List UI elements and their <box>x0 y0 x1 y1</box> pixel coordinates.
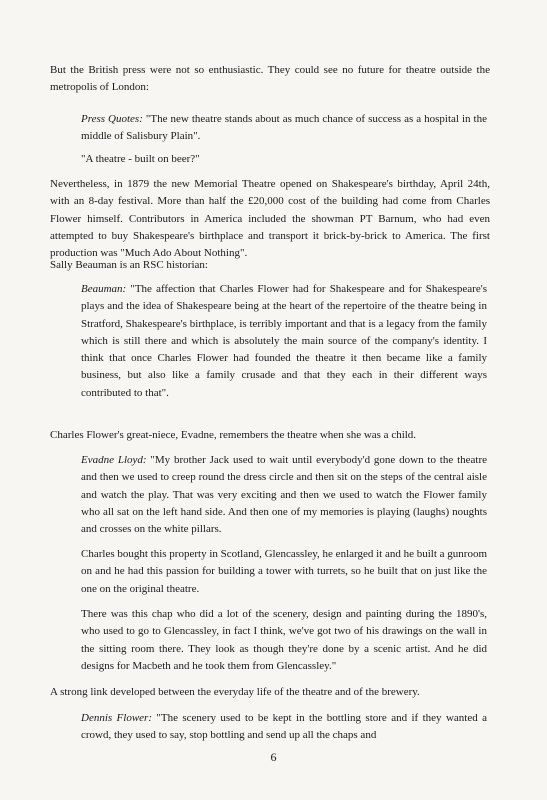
quote-press <box>81 111 487 146</box>
quote-speaker: Dennis Flower: <box>81 712 152 724</box>
quote-dennis-flower <box>81 710 487 745</box>
page-number: 6 <box>270 750 277 764</box>
quote-scenic-artist: There was this chap who did a lot of the scenery, design and painting during the 1890's, who used to go to Glencassley, in fact I think, we've got two of his drawings on the wall in the sitting room there. They look as though they're done by a scenic artist. And he did designs for Macbeth and he took them from Glencassley." <box>81 608 487 672</box>
quote-beauman <box>81 281 487 402</box>
quote-speaker: Evadne Lloyd: <box>81 454 147 466</box>
paragraph-brewery-link: A strong link developed between the everyday life of the theatre and of the brewery. <box>50 686 420 698</box>
paragraph-evadne: Charles Flower's great-niece, Evadne, remembers the theatre when she was a child. <box>50 429 417 441</box>
quote-beer: "A theatre - built on beer?" <box>81 153 200 165</box>
quote-text: "My brother Jack used to wait until everybody'd gone down to the theatre and then we used to creep round the dress circle and then sit on the steps of the central aisle and watch the play. That was very exciting and then we used to watch the Flower family who all sat on the left hand side. And then one of my memories is playing (laughs) noughts and crosses on the white pillars. <box>81 454 488 536</box>
quote-speaker: Press Quotes: <box>81 113 143 125</box>
paragraph-memorial-theatre: Nevertheless, in 1879 the new Memorial Theatre opened on Shakespeare's birthday, April 24th, with an 8-day festival. More than half the £20,000 cost of the building had come from Charles Flower himself. Contributors in America included the showman PT Barnum, who had even attempted to buy Shakespeare's birthplace and transport it brick-by-brick to America. The first production was "Much Ado About Nothing". <box>50 178 490 260</box>
paragraph-british-press: But the British press were not so enthusiastic. They could see no future for theatre outside the metropolis of London: <box>50 64 490 94</box>
quote-evadne-lloyd <box>81 452 487 538</box>
quote-speaker: Beauman: <box>81 283 127 295</box>
quote-glencassley-property: Charles bought this property in Scotland, Glencassley, he enlarged it and he built a gunroom on and he had this passion for building a tower with turrets, so he built that on just like the one on the original theatre. <box>81 548 487 595</box>
paragraph-sally-beauman: Sally Beauman is an RSC historian: <box>50 259 208 271</box>
quote-text: "The new theatre stands about as much chance of success as a hospital in the middle of Salisbury Plain". <box>81 113 487 143</box>
quote-text: "The affection that Charles Flower had for Shakespeare and for Shakespeare's plays and the idea of Shakespeare being at the heart of the repertoire of the theatre being in Stratford, Shakespeare's birthplace, is terribly important and that is a legacy from the family which is still there and which is absolutely the main source of the company's identity. I think that once Charles Flower had founded the theatre it then became like a family business, but also like a family crusade and that they each in their different ways contributed to that". <box>81 283 487 399</box>
quote-text: "The scenery used to be kept in the bottling store and if they wanted a crowd, they used to say, stop bottling and send up all the chaps and <box>81 712 487 742</box>
